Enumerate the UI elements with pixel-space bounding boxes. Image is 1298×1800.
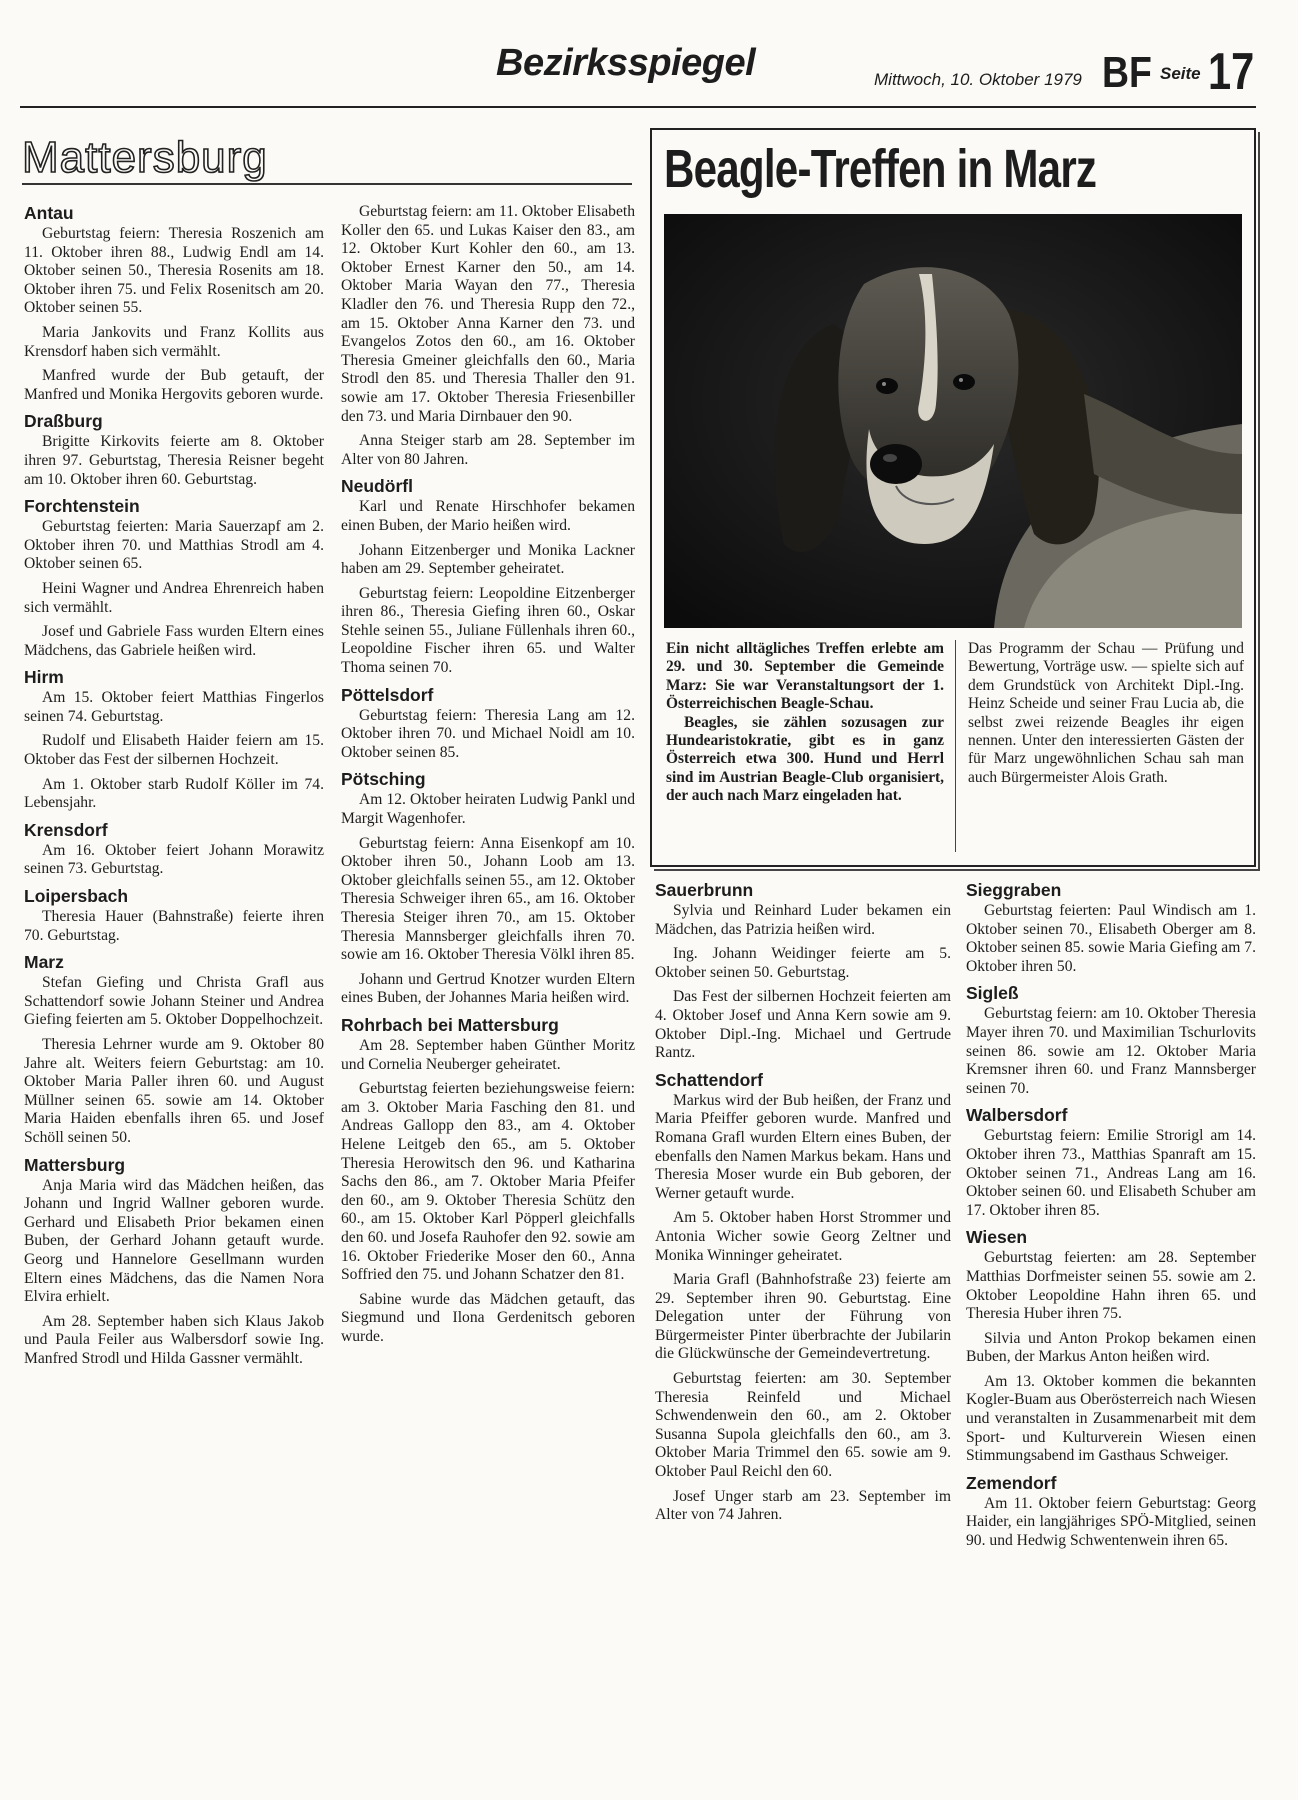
news-paragraph: Karl und Renate Hirschhofer bekamen einen Buben, der Mario heißen wird. <box>341 498 635 534</box>
town-heading: Sieggraben <box>966 880 1062 900</box>
town-heading: Walbersdorf <box>966 1105 1068 1126</box>
town-heading: Forchtenstein <box>24 496 140 517</box>
town-heading: Marz <box>24 952 64 973</box>
news-paragraph: Geburtstag feierten beziehungsweise feiern: am 3. Oktober Maria Fasching den 81. und Andreas Gallopp den 83., am 4. Oktober Helene Leitgeb den 65., am 5. Oktober Theresia Herowitsch den 96. und Katharina Sachs den 86., am 7. Oktober Maria Pfeifer den 60., am 9. Oktober Theresia Schütz den 60., am 15. Oktober Karl Pöpperl gleichfalls den 60. und Josefa Rauhofer den 92. sowie am 16. Oktober Friederike Moser den 60., Anna Soffried den 75. und Johann Schatzer den 81. <box>341 1080 635 1284</box>
news-paragraph: Geburtstag feiern: Leopoldine Eitzenberger ihren 86., Theresia Giefing ihren 60., Oskar Stehle seinen 55., Juliane Füllenhals ihren 60., Leopoldine Fischer ihren 65. und Walter Thoma seinen 70. <box>341 584 635 677</box>
news-paragraph: Maria Grafl (Bahnhofstraße 23) feierte am 29. September ihren 90. Geburtstag. Eine Delegation unter der Führung von Bürgermeister Pinter überbrachte der Jubilarin die Glückwünsche der Gemeindevertretung. <box>655 1271 951 1363</box>
news-paragraph: Manfred wurde der Bub getauft, der Manfred und Monika Hergovits geboren wurde. <box>24 367 324 403</box>
page-number: 17 <box>1208 43 1255 101</box>
town-heading: Loipersbach <box>24 886 129 907</box>
news-paragraph: Theresia Lehrner wurde am 9. Oktober 80 Jahre alt. Weiters feiern Geburtstag: am 10. Oktober Maria Paller ihren 60. und August Müllner seinen 65. sowie am 14. Oktober Maria Haiden ebenfalls ihren 65. und Josef Schöll seinen 50. <box>24 1036 324 1146</box>
news-paragraph: Stefan Giefing und Christa Grafl aus Schattendorf sowie Johann Steiner und Andrea Giefing feierten am 5. Oktober Doppelhochzeit. <box>24 974 324 1029</box>
text-column-2 <box>341 203 635 1352</box>
caption-divider <box>955 640 956 852</box>
news-paragraph: Am 16. Oktober feiert Johann Morawitz seinen 73. Geburtstag. <box>24 841 324 878</box>
news-paragraph: Sylvia und Reinhard Luder bekamen ein Mädchen, das Patrizia heißen wird. <box>655 902 951 938</box>
beagle-photo-icon <box>664 214 1242 628</box>
news-paragraph: Heini Wagner und Andrea Ehrenreich haben sich vermählt. <box>24 579 324 616</box>
text-column-1 <box>24 203 324 1375</box>
news-paragraph: Geburtstag feierten: Maria Sauerzapf am 2. Oktober ihren 70. und Matthias Strodl am 4. Oktober seinen 65. <box>24 518 324 573</box>
news-paragraph: Am 5. Oktober haben Horst Strommer und Antonia Wicher sowie Georg Zeltner und Monika Winninger geheiratet. <box>655 1209 951 1264</box>
town-heading: Wiesen <box>966 1227 1028 1248</box>
town-heading: Pöttelsdorf <box>341 684 434 705</box>
issue-date: Mittwoch, 10. Oktober 1979 <box>874 70 1082 89</box>
town-heading: Krensdorf <box>24 819 108 840</box>
news-paragraph: Anja Maria wird das Mädchen heißen, das Johann und Ingrid Wallner geboren wurde. Gerhard und Elisabeth Prior bekamen einen Buben, der Gerhard Johann getauft wurde. Georg und Hannelore Gesellmann wurden Eltern eines Mädchens, das die Namen Nora Elvira erhielt. <box>24 1176 324 1306</box>
news-paragraph: Am 28. September haben sich Klaus Jakob und Paula Feiler aus Walbersdorf sowie Ing. Manfred Strodl und Hilda Gassner vermählt. <box>24 1312 324 1367</box>
news-paragraph: Geburtstag feierten: Paul Windisch am 1. Oktober seinen 70., Elisabeth Oberger am 8. Oktober seinen 85. sowie Maria Giefing am 7. Oktober ihren 50. <box>966 902 1256 975</box>
town-heading: Sauerbrunn <box>655 880 754 900</box>
news-paragraph: Geburtstag feiern: Theresia Roszenich am 11. Oktober ihren 88., Ludwig Endl am 14. Oktober seinen 50., Theresia Rosenits am 18. Oktober ihren 75. und Felix Rosenitsch am 20. Oktober seinen 55. <box>24 225 324 317</box>
text-column-4 <box>966 880 1256 1557</box>
section-rule <box>22 183 632 185</box>
news-paragraph: Am 11. Oktober feiern Geburtstag: Georg Haider, ein langjähriges SPÖ-Mitglied, seinen 90. und Hedwig Schwentenwein ihren 65. <box>966 1494 1256 1550</box>
news-paragraph: Geburtstag feiern: am 11. Oktober Elisabeth Koller den 65. und Lukas Kaiser den 83., am 12. Oktober Kurt Kohler den 60., am 13. Oktober Ernest Karner den 50., am 14. Oktober Maria Wayan den 77., Theresia Kladler den 76. und Theresia Rupp den 72., am 15. Oktober Anna Karner den 73. und Evangelos Zotos den 60., am 16. Oktober Theresia Gmeiner gleichfalls den 60., Maria Strodl den 85. und Theresia Thaller den 91. sowie am 17. Oktober Theresia Friesenbiller den 73. und Maria Dirnbauer den 90. <box>341 203 635 425</box>
news-paragraph: Geburtstag feiern: Anna Eisenkopf am 10. Oktober ihren 50., Johann Loob am 13. Oktober gleichfalls seinen 55., am 12. Oktober Theresia Schweiger ihren 65., am 16. Oktober Theresia Steiger ihren 70., am 15. Oktober Theresia Mannsberger gleichfalls ihren 70. sowie am 16. Oktober Theresia Völkl ihren 85. <box>341 834 635 964</box>
feature-caption-right: Das Programm der Schau — Prüfung und Bewertung, Vorträge usw. — spielte sich auf dem Grundstück von Architekt Dipl.-Ing. Heinz Scheide und seiner Frau Lucia ab, die selbst zwei reizende Beagles ihr eigen nennen. Unter den interessierten Gästen der für Marz ungewöhnlichen Schau sah man auch Bürgermeister Alois Grath. <box>968 640 1244 786</box>
feature-box <box>650 128 1256 867</box>
news-paragraph: Josef Unger starb am 23. September im Alter von 74 Jahren. <box>655 1487 951 1524</box>
town-heading: Schattendorf <box>655 1069 763 1090</box>
news-paragraph: Geburtstag feierten: am 30. September Theresia Reinfeld und Michael Schwendenwein den 60., am 2. Oktober Susanna Supola gleichfalls den 60., am 3. Oktober Maria Trimmel den 65. sowie am 9. Oktober Paul Reichl den 60. <box>655 1370 951 1481</box>
news-paragraph: Silvia und Anton Prokop bekamen einen Buben, der Markus Anton heißen wird. <box>966 1329 1256 1366</box>
news-paragraph: Markus wird der Bub heißen, der Franz und Maria Pfeiffer geboren wurde. Manfred und Romana Grafl wurden Eltern eines Buben, der ebenfalls den Namen Markus bekam. Hans und Theresia Moser wurde ein Bub geboren, der Werner getauft wurde. <box>655 1091 951 1202</box>
feature-headline: Beagle-Treffen in Marz <box>664 139 1097 199</box>
town-heading: Mattersburg <box>24 1154 126 1175</box>
news-paragraph: Das Fest der silbernen Hochzeit feierten am 4. Oktober Josef und Anna Kern sowie am 9. Oktober Dipl.-Ing. Michael und Gertrude Rantz. <box>655 988 951 1062</box>
news-paragraph: Brigitte Kirkovits feierte am 8. Oktober ihren 97. Geburtstag, Theresia Reisner begeht am 10. Oktober ihren 60. Geburtstag. <box>24 433 324 488</box>
news-paragraph: Maria Jankovits und Franz Kollits aus Krensdorf haben sich vermählt. <box>24 323 324 360</box>
town-heading: Antau <box>24 203 74 223</box>
news-paragraph: Am 15. Oktober feiert Matthias Fingerlos seinen 74. Geburtstag. <box>24 689 324 725</box>
text-column-3 <box>655 880 951 1531</box>
news-paragraph: Am 12. Oktober heiraten Ludwig Pankl und Margit Wagenhofer. <box>341 791 635 828</box>
town-heading: Hirm <box>24 667 64 688</box>
caption-body: Beagles, sie zählen sozusagen zur Hundearistokratie, gibt es in ganz Österreich etwa 300. Hund und Herrl sind im Austrian Beagle-Club organisiert, der auch nach Marz eingeladen hat. <box>666 713 944 805</box>
town-heading: Rohrbach bei Mattersburg <box>341 1014 559 1035</box>
page-label: Seite <box>1160 64 1201 83</box>
news-paragraph: Geburtstag feiern: Theresia Lang am 12. Oktober ihren 70. und Michael Noidl am 10. Oktober seinen 85. <box>341 706 635 761</box>
caption-lead: Ein nicht alltägliches Treffen erlebte am 29. und 30. September die Gemeinde Marz: Sie war Veranstaltungsort der 1. Österreichischen Beagle-Schau. <box>666 640 944 713</box>
news-paragraph: Josef und Gabriele Fass wurden Eltern eines Mädchens, das Gabriele heißen wird. <box>24 623 324 659</box>
news-paragraph: Anna Steiger starb am 28. September im Alter von 80 Jahren. <box>341 432 635 468</box>
news-paragraph: Sabine wurde das Mädchen getauft, das Siegmund und Ilona Gerdenitsch geboren wurde. <box>341 1290 635 1345</box>
town-heading: Zemendorf <box>966 1472 1057 1493</box>
town-heading: Sigleß <box>966 983 1019 1004</box>
news-paragraph: Ing. Johann Weidinger feierte am 5. Oktober seinen 50. Geburtstag. <box>655 945 951 981</box>
newspaper-section-title: Bezirksspiegel <box>496 42 756 84</box>
news-paragraph: Am 1. Oktober starb Rudolf Köller im 74. Lebensjahr. <box>24 775 324 812</box>
news-paragraph: Rudolf und Elisabeth Haider feiern am 15. Oktober das Fest der silbernen Hochzeit. <box>24 732 324 769</box>
town-heading: Neudörfl <box>341 476 413 497</box>
masthead-rule <box>20 106 1256 108</box>
district-title: Mattersburg <box>22 133 268 182</box>
news-paragraph: Theresia Hauer (Bahnstraße) feierte ihren 70. Geburtstag. <box>24 908 324 944</box>
news-paragraph: Geburtstag feiern: Emilie Strorigl am 14. Oktober ihren 73., Matthias Spanraft am 15. Oktober seinen 71., Andreas Lang am 16. Oktober seinen 60. und Elisabeth Schuber am 17. Oktober ihren 85. <box>966 1127 1256 1219</box>
news-paragraph: Geburtstag feiern: am 10. Oktober Theresia Mayer ihren 70. und Maximilian Tschurlovits seinen 86. sowie am 12. Oktober Maria Kremsner ihren 60. und Franz Mannsberger seinen 70. <box>966 1005 1256 1097</box>
news-paragraph: Geburtstag feierten: am 28. September Matthias Dorfmeister seinen 55. sowie am 2. Oktober Leopoldine Hahn ihren 65. und Theresia Huber ihren 75. <box>966 1249 1256 1323</box>
newspaper-logo: BF <box>1102 48 1152 97</box>
news-paragraph: Johann Eitzenberger und Monika Lackner haben am 29. September geheiratet. <box>341 541 635 578</box>
town-heading: Draßburg <box>24 411 103 432</box>
feature-caption-left <box>666 640 944 806</box>
news-paragraph: Johann und Gertrud Knotzer wurden Eltern eines Buben, der Johannes Maria heißen wird. <box>341 970 635 1007</box>
news-paragraph: Am 13. Oktober kommen die bekannten Kogler-Buam aus Oberösterreich nach Wiesen und veranstalten in Zusammenarbeit mit dem Sport- und Kulturverein Wiesen einen Stimmungsabend im Gasthaus Schweiger. <box>966 1372 1256 1465</box>
news-paragraph: Am 28. September haben Günther Moritz und Cornelia Neuberger geheiratet. <box>341 1036 635 1073</box>
town-heading: Pötsching <box>341 769 426 790</box>
